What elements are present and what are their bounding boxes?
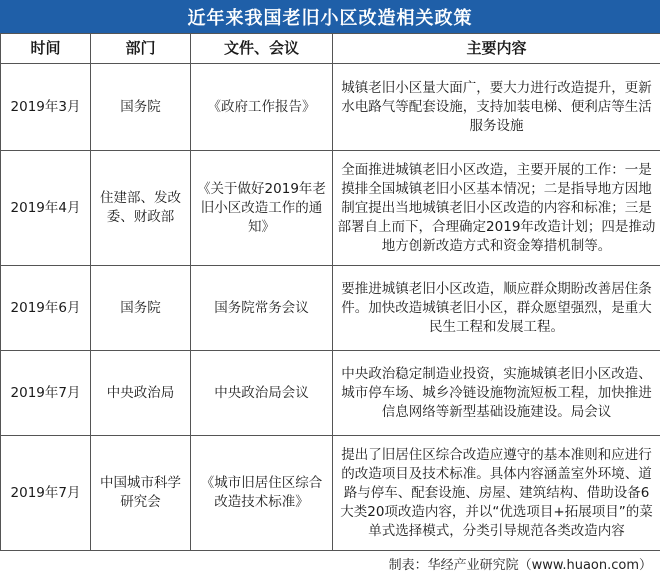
header-time: 时间 bbox=[1, 34, 91, 64]
cell-document: 国务院常务会议 bbox=[191, 266, 333, 351]
cell-time: 2019年6月 bbox=[1, 266, 91, 351]
cell-content: 全面推进城镇老旧小区改造，主要开展的工作：一是摸排全国城镇老旧小区基本情况；二是指导地方因地制宜提出当地城镇老旧小区改造的内容和标准；三是部署自上而下，合理确定2019年改造计划；四是推动地方创新改造方式和资金筹措机制等。 bbox=[333, 151, 660, 266]
header-content: 主要内容 bbox=[333, 34, 660, 64]
policy-table bbox=[0, 33, 660, 551]
cell-content: 提出了旧居住区综合改造应遵守的基本准则和应进行的改造项目及技术标准。具体内容涵盖室外环境、道路与停车、配套设施、房屋、建筑结构、借助设备6大类20项改造内容，并以“优选项目+拓展项目”的菜单式选择模式，分类引导规范各类改造内容 bbox=[333, 436, 660, 551]
header-document: 文件、会议 bbox=[191, 34, 333, 64]
table-title: 近年来我国老旧小区改造相关政策 bbox=[0, 0, 660, 33]
table-row bbox=[1, 351, 660, 436]
cell-content: 要推进城镇老旧小区改造，顺应群众期盼改善居住条件。加快改造城镇老旧小区，群众愿望强烈，是重大民生工程和发展工程。 bbox=[333, 266, 660, 351]
cell-content: 中央政治稳定制造业投资，实施城镇老旧小区改造、城市停车场、城乡冷链设施物流短板工程，加快推进信息网络等新型基础设施建设。局会议 bbox=[333, 351, 660, 436]
cell-document: 中央政治局会议 bbox=[191, 351, 333, 436]
cell-department: 中央政治局 bbox=[91, 351, 191, 436]
source-credit: 制表：华经产业研究院（www.huaon.com） bbox=[388, 558, 652, 573]
table-row bbox=[1, 266, 660, 351]
cell-time: 2019年4月 bbox=[1, 151, 91, 266]
cell-document: 《关于做好2019年老旧小区改造工作的通知》 bbox=[191, 151, 333, 266]
cell-time: 2019年3月 bbox=[1, 64, 91, 151]
cell-department: 住建部、发改委、财政部 bbox=[91, 151, 191, 266]
table-row bbox=[1, 151, 660, 266]
table-row bbox=[1, 436, 660, 551]
header-department: 部门 bbox=[91, 34, 191, 64]
table-row bbox=[1, 64, 660, 151]
cell-document: 《政府工作报告》 bbox=[191, 64, 333, 151]
header-row bbox=[1, 34, 660, 64]
cell-time: 2019年7月 bbox=[1, 436, 91, 551]
cell-department: 中国城市科学研究会 bbox=[91, 436, 191, 551]
cell-department: 国务院 bbox=[91, 266, 191, 351]
cell-content: 城镇老旧小区量大面广，要大力进行改造提升，更新水电路气等配套设施，支持加装电梯、便利店等生活服务设施 bbox=[333, 64, 660, 151]
cell-time: 2019年7月 bbox=[1, 351, 91, 436]
cell-document: 《城市旧居住区综合改造技术标准》 bbox=[191, 436, 333, 551]
cell-department: 国务院 bbox=[91, 64, 191, 151]
